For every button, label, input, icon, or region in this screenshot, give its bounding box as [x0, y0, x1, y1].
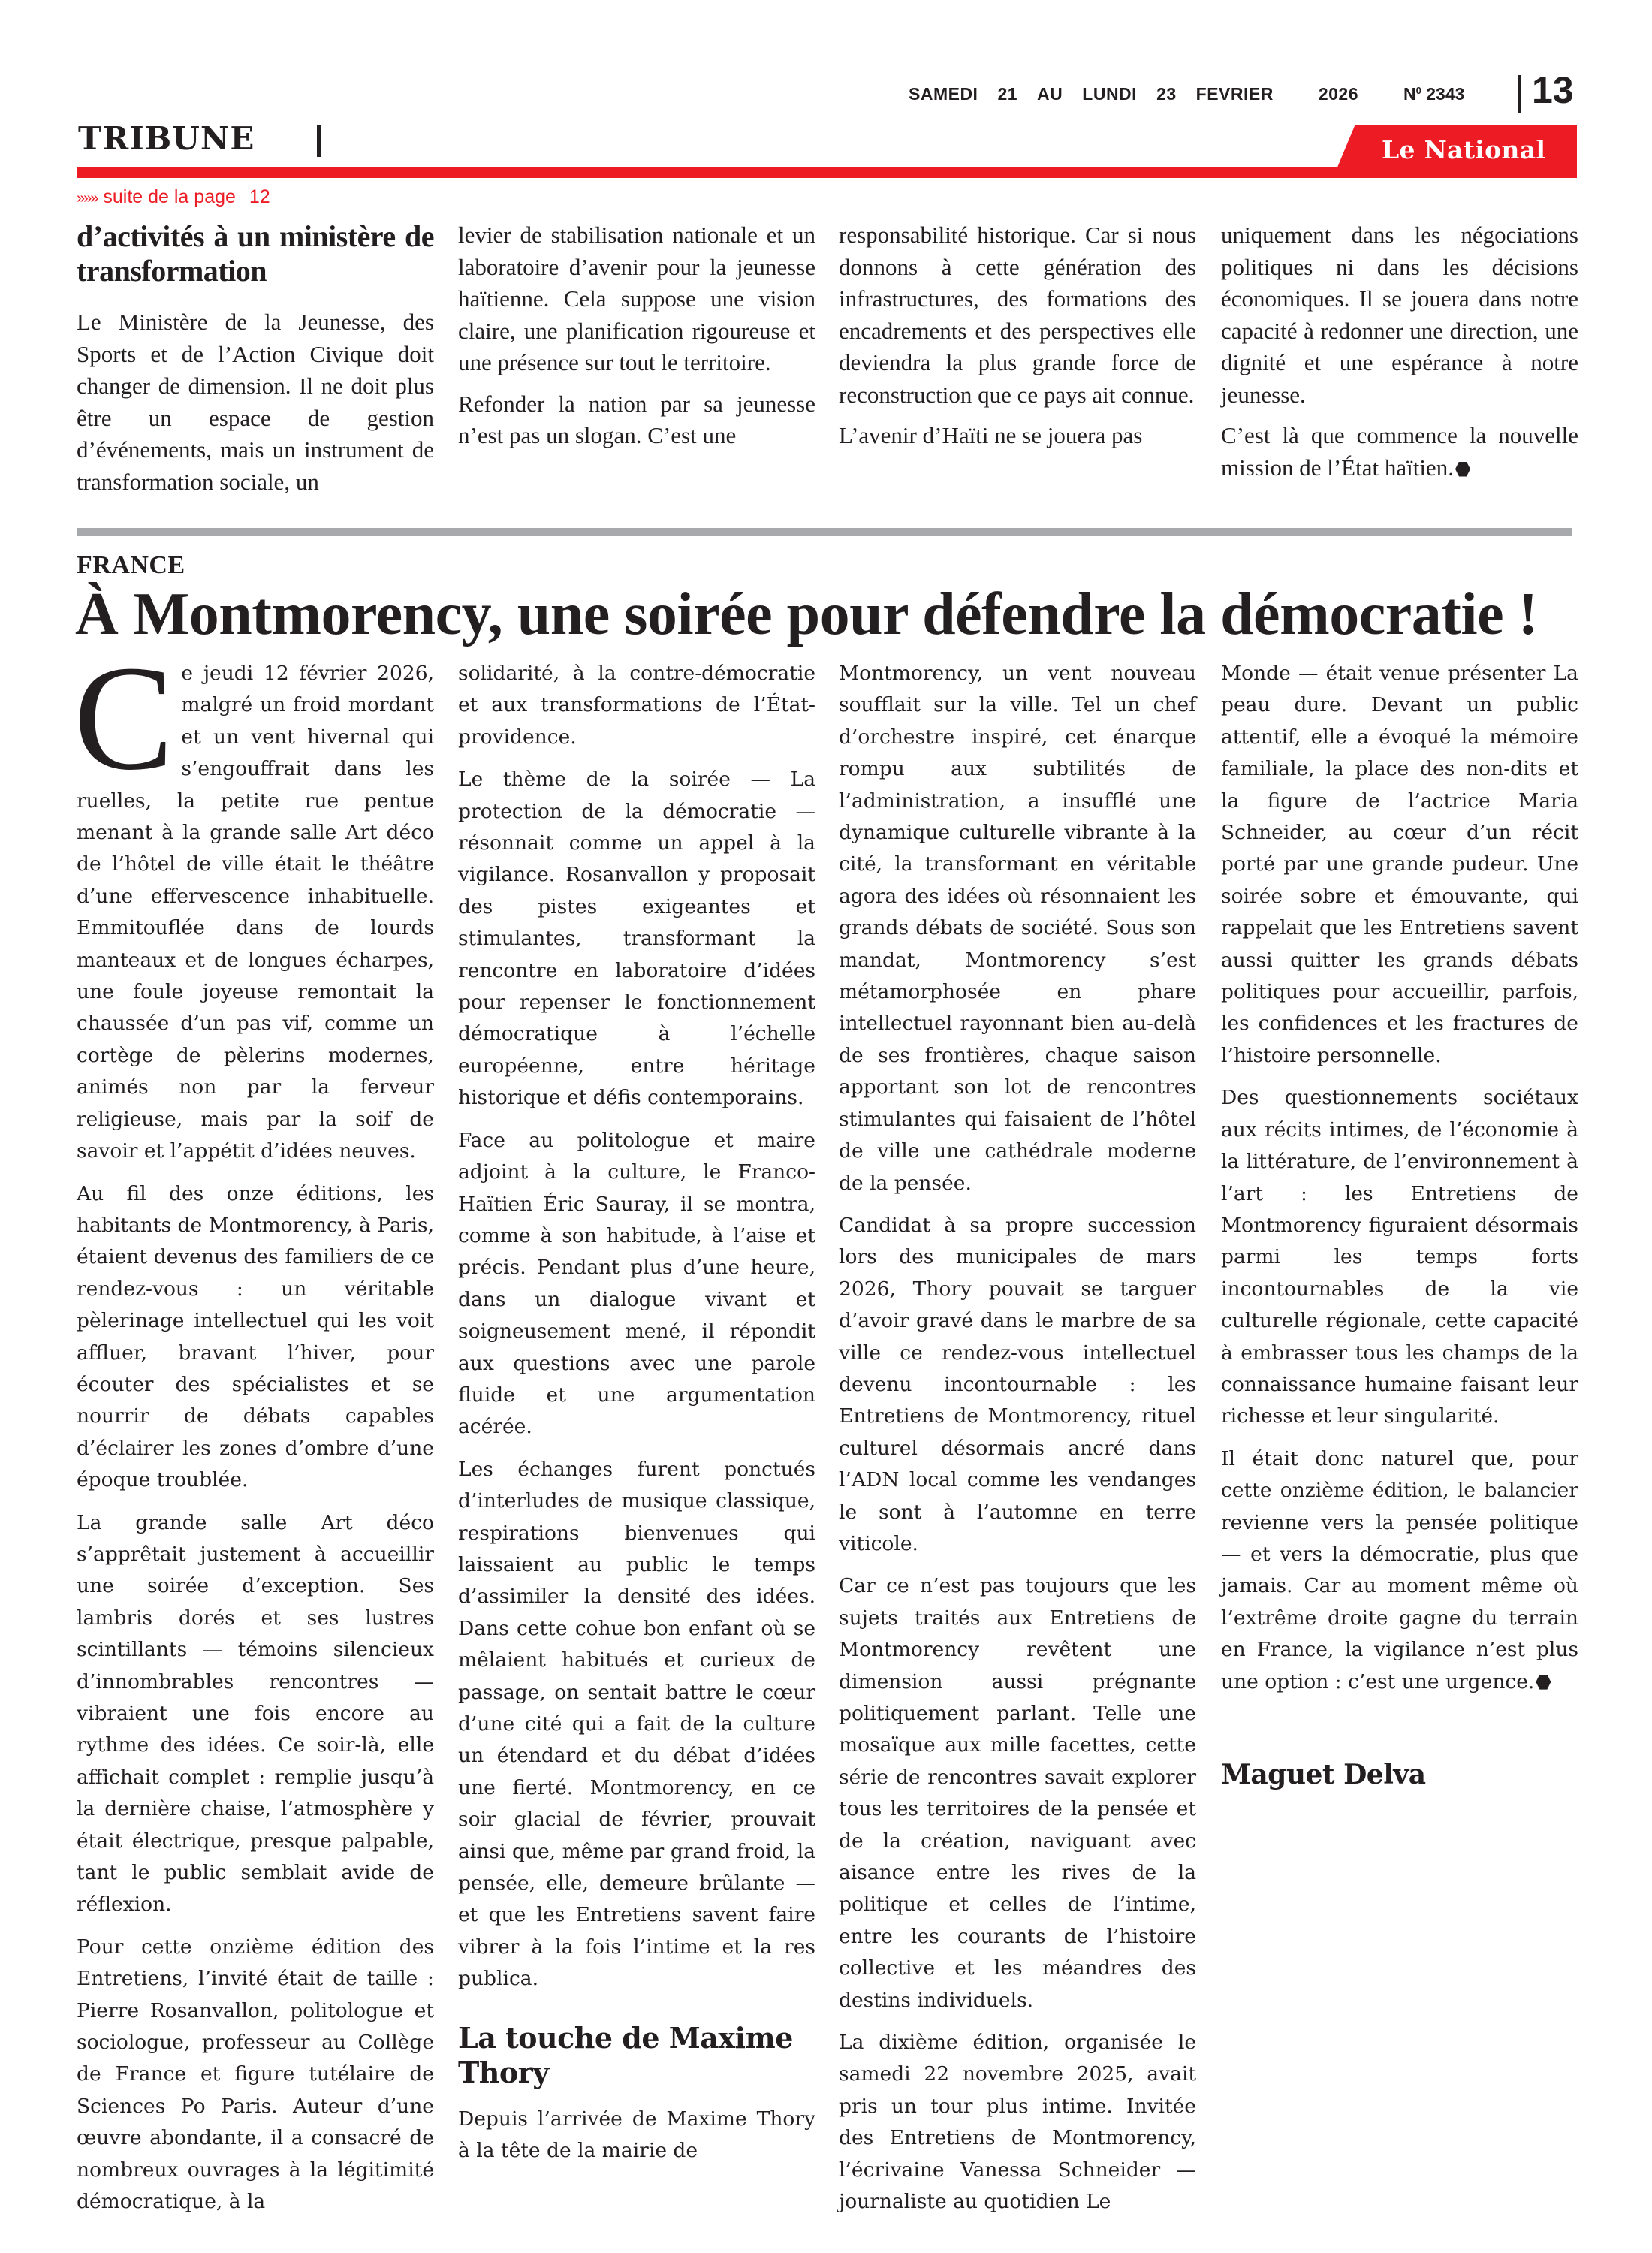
paragraph: Candidat à sa propre succession lors des municipales de mars 2026, Thory pouvait se targuer d’avoir gravé dans le marbre de sa ville ce rendez-vous intellectuel devenu incontournable : les Entretiens de Montmorency, rituel culturel désormais ancré dans l’ADN local comme les vendanges le sont à l’automne en terre viticole.	[839, 1213, 1196, 1555]
continued-label: suite de la page	[103, 186, 236, 207]
page-number-divider	[1518, 75, 1521, 113]
paragraph	[1221, 1443, 1578, 1698]
issue-number	[1403, 84, 1464, 104]
article-column-4	[1221, 658, 1578, 1791]
date-year: 2026	[1318, 84, 1359, 104]
closing-sentence: C’est là que commence la nouvelle mission de l’État haïtien.	[1221, 422, 1578, 481]
paragraph: levier de stabilisation nationale et un laboratoire d’avenir pour la jeunesse haïtienne. Cela suppose une vision claire, une planification rigoureuse et une présence sur tout le territoire.	[458, 222, 815, 376]
paragraph: responsabilité historique. Car si nous donnons à cette génération des infrastructures, des formations des encadrements et des perspectives elle deviendra la plus grande force de reconstruction que ce pays ait connue.	[839, 222, 1196, 408]
drop-cap: C	[74, 635, 174, 801]
tribune-subheading: d’activités à un ministère de transformation	[77, 219, 434, 288]
chevrons-icon: »»»	[77, 190, 98, 207]
paragraph: La grande salle Art déco s’apprêtait justement à accueillir une soirée d’exception. Ses lambris dorés et ses lustres scintillants — témoins silencieux d’innombrables rencontres — vibraient une fois encore au rythme des idées. Ce soir-là, elle affichait complet : remplie jusqu’à la dernière chaise, l’atmosphère y était électrique, presque palpable, tant le public semblait avide de réflexion.	[77, 1510, 434, 1917]
paragraph: uniquement dans les négociations politiques ni dans les décisions économiques. Il se jouera dans notre capacité à redonner une direction, une dignité et une espérance à notre jeunesse.	[1221, 222, 1578, 408]
date-day-end: 23	[1156, 84, 1177, 104]
dateline	[909, 84, 1378, 104]
article-column-1	[74, 635, 434, 2229]
paragraph: L’avenir d’Haïti ne se jouera pas	[839, 422, 1143, 448]
date-day-start: 21	[997, 84, 1018, 104]
paragraph: Le thème de la soirée — La protection de la démocratie — résonnait comme un appel à la vigilance. Rosanvallon y proposait des pistes exigeantes et stimulantes, transformant la rencontre en laboratoire d’idées pour repenser le fonctionnement démocratique à l’échelle européenne, entre héritage historique et défis contemporains.	[458, 768, 815, 1110]
author-byline: Maguet Delva	[1221, 1759, 1426, 1790]
paragraph: Au fil des onze éditions, les habitants de Montmorency, à Paris, étaient devenus des familiers de ce rendez-vous : un véritable pèlerinage intellectuel qui les voit affluer, bravant l’hiver, pour écouter des spécialistes et se nourrir de débats capables d’éclairer les zones d’ombre d’une époque troublée.	[77, 1181, 434, 1492]
section-divider-rule	[77, 528, 1572, 536]
continued-page-number: 12	[249, 186, 270, 207]
paragraph: Montmorency, un vent nouveau soufflait sur la ville. Tel un chef d’orchestre inspiré, cet énarque rompu aux subtilités de l’administration, a insufflé une dynamique culturelle vibrante à la cité, la transformant en véritable agora des idées où résonnaient les grands débats de société. Sous son mandat, Montmorency s’est métamorphosée en phare intellectuel rayonnant bien au-delà de ses frontières, chaque saison apportant son lot de rencontres stimulantes qui faisaient de l’hôtel de ville une cathédrale moderne de la pensée.	[839, 662, 1196, 1195]
paragraph: La dixième édition, organisée le samedi 22 novembre 2025, avait pris un tour plus intime. Invitée des Entretiens de Montmorency, l’écrivaine Vanessa Schneider — journaliste au quotidien Le	[839, 2031, 1196, 2214]
paragraph: Des questionnements sociétaux aux récits intimes, de l’économie à la littérature, de l’environnement à l’art : les Entretiens de Montmorency figuraient désormais parmi les temps forts incontournables de la vie culturelle régionale, cette capacité à embrasser tous les champs de la connaissance humaine faisant leur richesse et leur singularité.	[1221, 1086, 1578, 1428]
tribune-column-1	[77, 219, 434, 507]
paragraph	[1221, 420, 1578, 484]
tribune-column-4	[1221, 219, 1578, 493]
issue-value: 2343	[1426, 84, 1465, 104]
article-kicker: FRANCE	[77, 551, 185, 579]
hexagon-end-mark-icon	[1536, 1675, 1551, 1690]
section-label: TRIBUNE	[78, 120, 255, 157]
brand-logo: Le National	[1382, 135, 1546, 164]
hexagon-end-mark-icon	[1455, 462, 1470, 477]
issue-prefix: N	[1403, 84, 1416, 104]
paragraph: Les échanges furent ponctués d’interludes de musique classique, respirations bienvenues qui laissaient au public le temps d’assimiler la densité des idées. Dans cette cohue bon enfant où se mêlaient habitués et curieux de passage, on sentait battre le cœur d’une cité qui a fait de la culture un étendard et du débat d’idées une fierté. Montmorency, en ce soir glacial de février, prouvait ainsi que, même par grand froid, la pensée, elle, demeure brûlante — et que les Entretiens savent faire vibrer à la fois l’intime et la res publica.	[458, 1457, 815, 1991]
page-number: 13	[1532, 69, 1574, 111]
article-headline: À Montmorency, une soirée pour défendre la démocratie !	[75, 581, 1538, 647]
paragraph: Pour cette onzième édition des Entretiens, l’invité était de taille : Pierre Rosanvallon, politologue et sociologue, professeur au Collège de France et figure tutélaire de Sciences Po Paris. Auteur d’une œuvre abondante, il a consacré de nombreux ouvrages à la légitimité démocratique, à la	[77, 1935, 434, 2214]
paragraph: Le Ministère de la Jeunesse, des Sports et de l’Action Civique doit changer de dimension. Il ne doit plus être un espace de gestion d’événements, mais un instrument de transformation sociale, un	[77, 309, 434, 495]
closing-sentence: Il était donc naturel que, pour cette onzième édition, le balancier revienne vers la pensée politique — et vers la démocratie, plus que jamais. Car au moment même où l’extrême droite gagne du terrain en France, la vigilance n’est plus une option : c’est une urgence.	[1221, 1446, 1578, 1694]
tribune-column-3	[839, 219, 1196, 461]
paragraph: Face au politologue et maire adjoint à la culture, le Franco-Haïtien Éric Sauray, il se montra, comme à son habitude, à l’aise et précis. Pendant plus d’une heure, dans un dialogue vivant et soigneusement mené, il répondit aux questions avec une parole fluide et une argumentation acérée.	[458, 1128, 815, 1439]
date-connector: AU	[1037, 84, 1063, 104]
paragraph	[74, 635, 434, 1168]
date-weekday-start: SAMEDI	[909, 84, 978, 104]
paragraph: Car ce n’est pas toujours que les sujets traités aux Entretiens de Montmorency revêtent une dimension aussi prégnante politiquement parlant. Telle une mosaïque aux mille facettes, cette série de rencontres savait explorer tous les territoires de la pensée et de la création, naviguant avec aisance entre les rives de la politique et celles de l’intime, entre les courants de l’histoire collective et les méandres des destins individuels.	[839, 1574, 1196, 2012]
paragraph: Refonder la nation par sa jeunesse n’est pas un slogan. C’est une	[458, 390, 815, 448]
date-weekday-end: LUNDI	[1082, 84, 1138, 104]
paragraph: Monde — était venue présenter La peau dure. Devant un public attentif, elle a évoqué la mémoire familiale, la place des non-dits et la figure de l’actrice Maria Schneider, au cœur d’un récit porté par une grande pudeur. Une soirée sobre et émouvante, qui rappelait que les Entretiens savent aussi quitter les grands débats politiques pour accueillir, parfois, les confidences et les fractures de l’histoire personnelle.	[1221, 662, 1578, 1067]
continued-from-link[interactable]	[77, 184, 270, 211]
paragraph: solidarité, à la contre-démocratie et aux transformations de l’État-providence.	[458, 662, 815, 749]
issue-sup: 0	[1415, 85, 1421, 96]
date-month: FEVRIER	[1195, 84, 1274, 104]
paragraph: Depuis l’arrivée de Maxime Thory à la tête de la mairie de	[458, 2107, 815, 2163]
article-column-2	[458, 658, 815, 2177]
article-column-3	[839, 658, 1196, 2229]
section-divider	[317, 125, 321, 157]
tribune-column-2	[458, 219, 815, 461]
lead-text: e jeudi 12 février 2026, malgré un froid mordant et un vent hivernal qui s’engouffrait dans les ruelles, la petite rue pentue menant à la grande salle Art déco de l’hôtel de ville était le théâtre d’une effervescence inhabituelle. Emmitouflée dans de lourds manteaux et de longues écharpes, une foule joyeuse remontait la chaussée d’un pas vif, comme un cortège de pèlerins modernes, animés non par la ferveur religieuse, mais par la soif de savoir et l’appétit d’idées neuves.	[77, 662, 434, 1163]
article-subheading: La touche de Maxime Thory	[458, 2020, 793, 2089]
